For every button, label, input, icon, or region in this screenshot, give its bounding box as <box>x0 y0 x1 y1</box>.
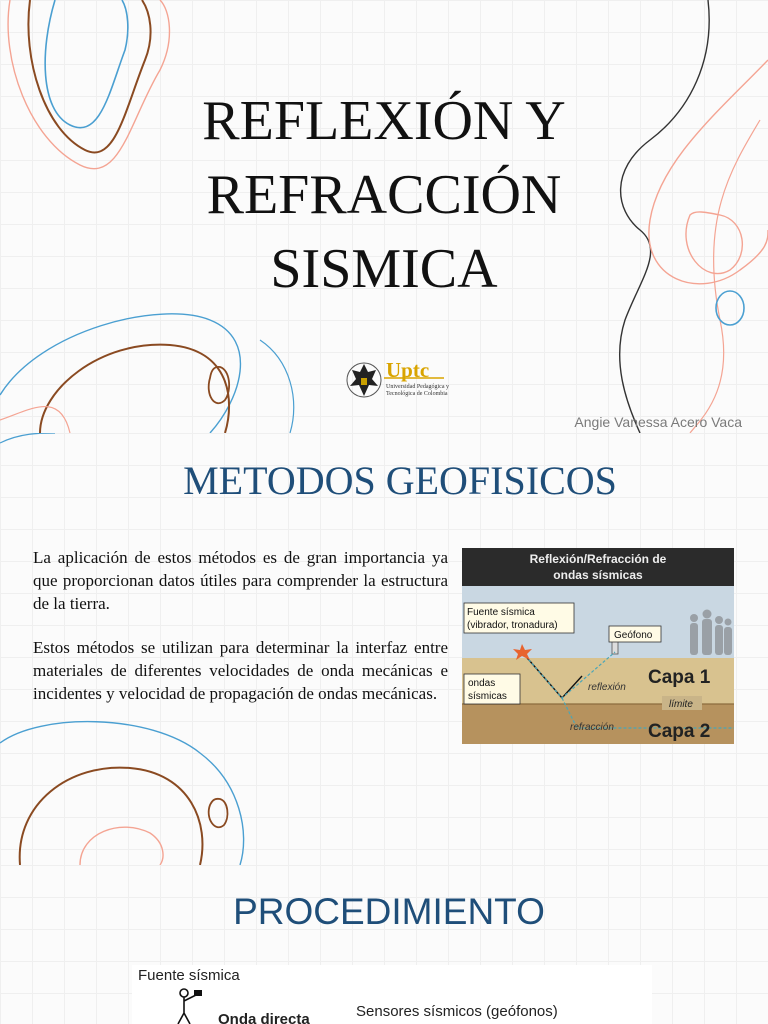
geophysics-slide <box>0 433 768 865</box>
procedure-slide <box>0 865 768 1024</box>
person-hammer-icon <box>172 987 212 1024</box>
sensores-label: Sensores sísmicos (geófonos) <box>356 1003 558 1020</box>
logo-wordmark: Uptc <box>386 358 430 382</box>
author-name: Angie Vanessa Acero Vaca <box>574 414 742 430</box>
section-title: METODOS GEOFISICOS <box>183 458 617 503</box>
logo-subtitle: Universidad Pedagógica y Tecnológica de Colombia <box>386 384 449 397</box>
procedure-diagram <box>132 965 652 1024</box>
title-line-2: REFRACCIÓN <box>206 164 562 226</box>
fuente-label: Fuente sísmica <box>138 967 240 984</box>
presentation-title <box>0 84 768 306</box>
source-label-line-2: (vibrador, tronadura) <box>467 620 558 631</box>
source-label-line-1: Fuente sísmica <box>467 607 535 618</box>
title-line-3: SISMICA <box>270 238 498 300</box>
figure-header-line-1: Reflexión/Refracción de <box>529 552 667 566</box>
title-slide <box>0 0 768 433</box>
section-title: PROCEDIMIENTO <box>233 891 545 932</box>
reflexion-label: reflexión <box>588 682 626 693</box>
paragraph-2: Estos métodos se utilizan para determinar la interfaz entre materiales de diferentes velocidades de onda mecánicas e incidentes y velocidad de propagación de ondas mecánicas. <box>33 638 448 703</box>
onda-directa-label: Onda directa <box>218 1011 310 1024</box>
ondas-label-line-2: sísmicas <box>468 691 507 702</box>
geofono-label: Geófono <box>614 630 653 641</box>
figure-header-line-2: ondas sísmicas <box>553 568 643 582</box>
refraccion-label: refracción <box>570 722 614 733</box>
limite-label: límite <box>669 699 693 710</box>
paragraph-1: La aplicación de estos métodos es de gran importancia ya que proporcionan datos útiles para comprender la estructura de la tierra. <box>33 548 448 613</box>
body-text <box>33 546 448 726</box>
ondas-label-line-1: ondas <box>468 678 496 689</box>
capa2-label: Capa 2 <box>648 721 711 742</box>
capa1-label: Capa 1 <box>648 667 711 688</box>
seismic-diagram <box>462 548 734 744</box>
title-line-1: REFLEXIÓN Y <box>202 90 566 152</box>
